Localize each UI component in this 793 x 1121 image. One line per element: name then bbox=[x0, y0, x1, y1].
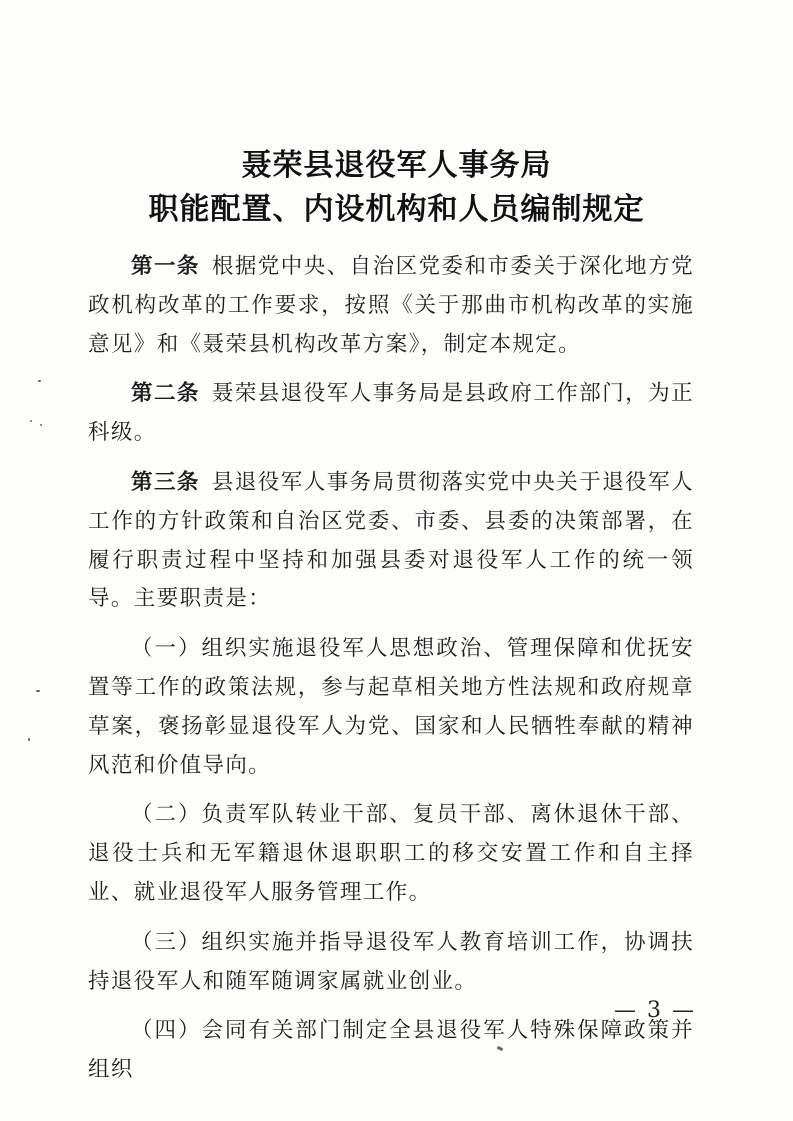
scan-speck bbox=[28, 738, 30, 741]
scan-speck bbox=[40, 424, 42, 426]
paragraph-text: 根据党中央、自治区党委和市委关于深化地方党政机构改革的工作要求，按照《关于那曲市机构改革的实施意见》和《聂荣县机构改革方案》，制定本规定。 bbox=[88, 254, 695, 357]
scan-speck bbox=[38, 380, 41, 382]
paragraph-text: （一）组织实施退役军人思想政治、管理保障和优抚安置等工作的政策法规，参与起草相关地方性法规和政府规章草案，褒扬彰显退役军人为党、国家和人民牺牲奉献的精神风范和价值导向。 bbox=[88, 636, 694, 778]
page-number: — 3 — bbox=[614, 998, 696, 1023]
article-label: 第三条 bbox=[131, 469, 200, 495]
scan-speck bbox=[36, 690, 40, 692]
paragraph-text: （四）会同有关部门制定全县退役军人特殊保障政策并组织 bbox=[88, 1018, 694, 1083]
title-line-1: 聂荣县退役军人事务局 bbox=[241, 148, 552, 183]
paragraph-text: 聂荣县退役军人事务局是县政府工作部门，为正科级。 bbox=[88, 381, 695, 446]
paragraph-text: （三）组织实施并指导退役军人教育培训工作，协调扶持退役军人和随军随调家属就业创业。 bbox=[88, 929, 694, 994]
document-body bbox=[88, 248, 694, 1101]
paragraph-duty-2 bbox=[88, 796, 694, 912]
paragraph-text: 县退役军人事务局贯彻落实党中央关于退役军人工作的方针政策和自治区党委、市委、县委的决策部署，在履行职责过程中坚持和加强县委对退役军人工作的统一领导。主要职责是： bbox=[88, 469, 695, 612]
paragraph-article-2 bbox=[88, 375, 694, 453]
scan-speck bbox=[30, 420, 32, 422]
paragraph-duty-4 bbox=[88, 1012, 694, 1090]
paragraph-text: （二）负责军队转业干部、复员干部、离休退休干部、退役士兵和无军籍退休退职职工的移交安置工作和自主择业、就业退役军人服务管理工作。 bbox=[88, 802, 694, 905]
paragraph-duty-3 bbox=[88, 924, 694, 1002]
paragraph-article-3 bbox=[88, 464, 694, 619]
paragraph-article-1 bbox=[88, 248, 694, 364]
article-label: 第二条 bbox=[131, 381, 200, 407]
paragraph-duty-1 bbox=[88, 630, 694, 785]
title-line-2: 职能配置、内设机构和人员编制规定 bbox=[148, 192, 645, 227]
article-label: 第一条 bbox=[131, 254, 200, 279]
